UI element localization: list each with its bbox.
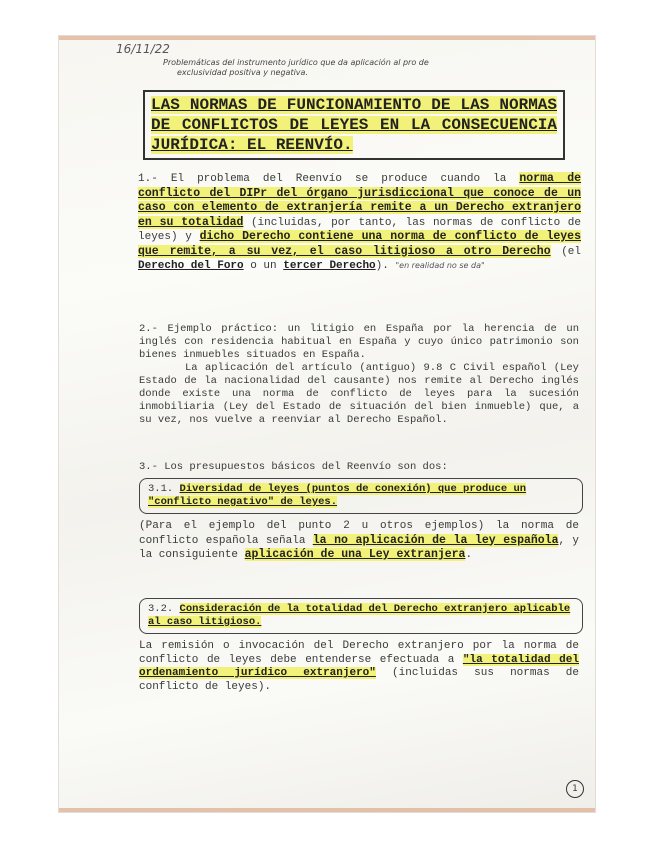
section-1-handwritten-note: "en realidad no se da" xyxy=(395,261,485,270)
section-1-bold-foro: Derecho del Foro xyxy=(138,260,244,272)
section-3-intro: 3.- Los presupuestos básicos del Reenvío son dos: xyxy=(139,461,448,473)
section-2-paragraph xyxy=(139,323,579,427)
presupuesto-1-text: Diversidad de leyes (puntos de conexión) que produce un "conflicto negativo" de leyes. xyxy=(148,483,527,508)
section-2-body xyxy=(139,362,579,427)
presupuesto-1-explanation xyxy=(139,520,579,563)
document-page xyxy=(59,36,595,812)
presupuesto-1-box xyxy=(139,478,583,514)
presupuesto-2-text: Consideración de la totalidad del Derecho extranjero aplicable al caso litigioso. xyxy=(148,603,571,628)
section-1-highlight-2: dicho Derecho contiene una norma de conflicto de leyes que remite, a su vez, el caso litigioso a otro Derecho xyxy=(138,230,581,258)
handwritten-note xyxy=(163,58,523,78)
presupuesto-2-explanation xyxy=(139,640,579,694)
presupuesto-2-highlight: "la totalidad del ordenamiento jurídico extranjero" xyxy=(139,653,579,679)
section-1-paragraph xyxy=(138,172,581,274)
presupuesto-2-text-2: (incluidas sus normas de conflicto de leyes). xyxy=(139,667,580,693)
section-1-bold-tercer: tercer Derecho xyxy=(283,260,376,272)
section-1-text: 1.- El problema del Reenvío se produce cuando la xyxy=(138,173,520,185)
handwritten-note-line1: Problemáticas del instrumento jurídico que da aplicación al pro de xyxy=(163,58,429,67)
page-number: 1 xyxy=(566,780,584,798)
presupuesto-2-number: 3.2. xyxy=(148,603,180,615)
presupuesto-1-highlight-1: la no aplicación de la ley española xyxy=(312,533,559,547)
section-1-text-4: o un xyxy=(243,260,284,272)
section-1-text-5: ). xyxy=(375,260,389,272)
handwritten-date: 16/11/22 xyxy=(116,42,170,56)
document-title-box xyxy=(143,90,565,160)
section-2-body-text: La aplicación del artículo (antiguo) 9.8 C Civil español (Ley Estado de la nacionalidad del causante) nos remite al Derecho inglés donde existe una norma de conflicto de leyes para la sucesión inmobiliaria (Ley del Estado de situación del bien inmueble) que, a su vez, nos vuelve a reenviar al Derecho Español. xyxy=(139,362,579,426)
presupuesto-2-box xyxy=(139,598,583,634)
section-1-text-3: (el xyxy=(550,245,581,258)
presupuesto-1-text: (Para el ejemplo del punto 2 u otros ejemplos) la norma de conflicto española señala xyxy=(139,520,579,547)
document-title: LAS NORMAS DE FUNCIONAMIENTO DE LAS NORMAS DE CONFLICTOS DE LEYES EN LA CONSECUENCIA JURÍDICA: EL REENVÍO. xyxy=(151,96,557,154)
section-2-intro: 2.- Ejemplo práctico: un litigio en España por la herencia de un inglés con residencia habitual en España y cuyo único patrimonio son bienes inmuebles situados en España. xyxy=(139,323,579,361)
handwritten-note-line2: exclusividad positiva y negativa. xyxy=(177,68,308,77)
presupuesto-1-highlight-2: aplicación de una Ley extranjera xyxy=(244,548,466,561)
section-1-highlight-1: norma de conflicto del DIPr del órgano jurisdiccional que conoce de un caso con elemento de extranjería remite a un Derecho extranjero en su totalidad xyxy=(138,172,582,229)
section-1-text-2: (incluidas, por tanto, las normas de conflicto de leyes) y xyxy=(138,216,581,243)
presupuesto-1-number: 3.1. xyxy=(148,483,180,495)
presupuesto-2-text: La remisión o invocación del Derecho extranjero por la norma de conflicto de leyes debe entenderse efectuada a xyxy=(139,640,579,666)
presupuesto-1-text-3: . xyxy=(465,549,473,561)
presupuesto-1-text-2: , y la consiguiente xyxy=(139,534,579,561)
